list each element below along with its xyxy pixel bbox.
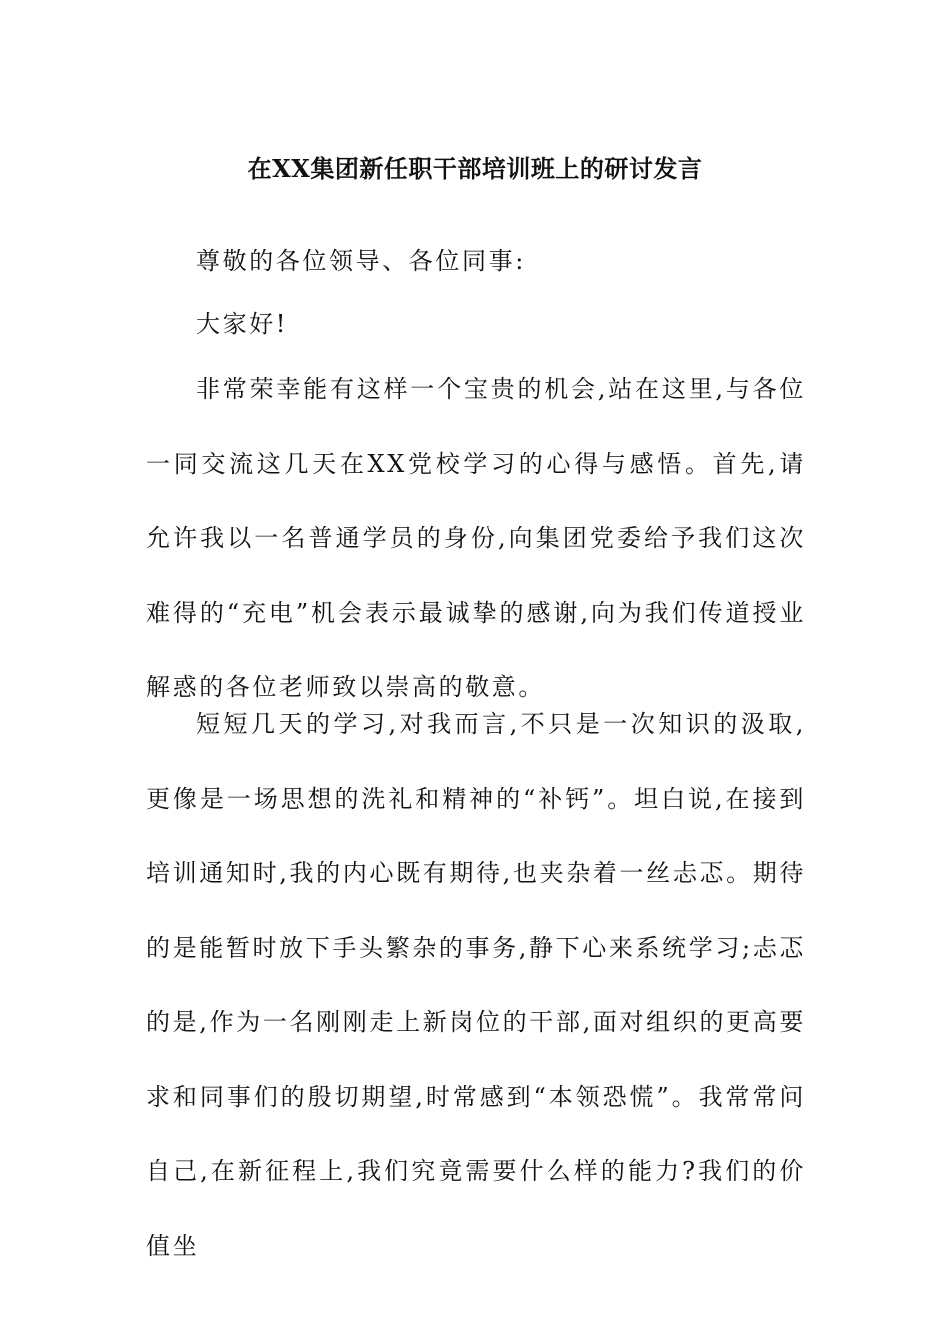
paragraph-2: [146, 687, 806, 1283]
paragraph-text: 非常荣幸能有这样一个宝贵的机会,站在这里,与各位一同交流这几天在XX党校学习的心得与感悟。首先,请允许我以一名普通学员的身份,向集团党委给予我们这次难得的“充电”机会表示最诚挚的感谢,向为我们传道授业解惑的各位老师致以崇高的敬意。: [146, 375, 806, 701]
document-title: 在XX集团新任职干部培训班上的研讨发言: [247, 154, 703, 183]
paragraph-text: 短短几天的学习,对我而言,不只是一次知识的汲取,更像是一场思想的洗礼和精神的“补钙”。坦白说,在接到培训通知时,我的内心既有期待,也夹杂着一丝忐忑。期待的是能暂时放下手头繁杂的事务,静下心来系统学习;忐忑的是,作为一名刚刚走上新岗位的干部,面对组织的更高要求和同事们的殷切期望,时常感到“本领恐慌”。我常常问自己,在新征程上,我们究竟需要什么样的能力?我们的价值坐: [146, 710, 806, 1260]
paragraph-1: [146, 352, 806, 725]
salutation: 尊敬的各位领导、各位同事:: [196, 247, 526, 275]
greeting: 大家好!: [196, 310, 289, 338]
